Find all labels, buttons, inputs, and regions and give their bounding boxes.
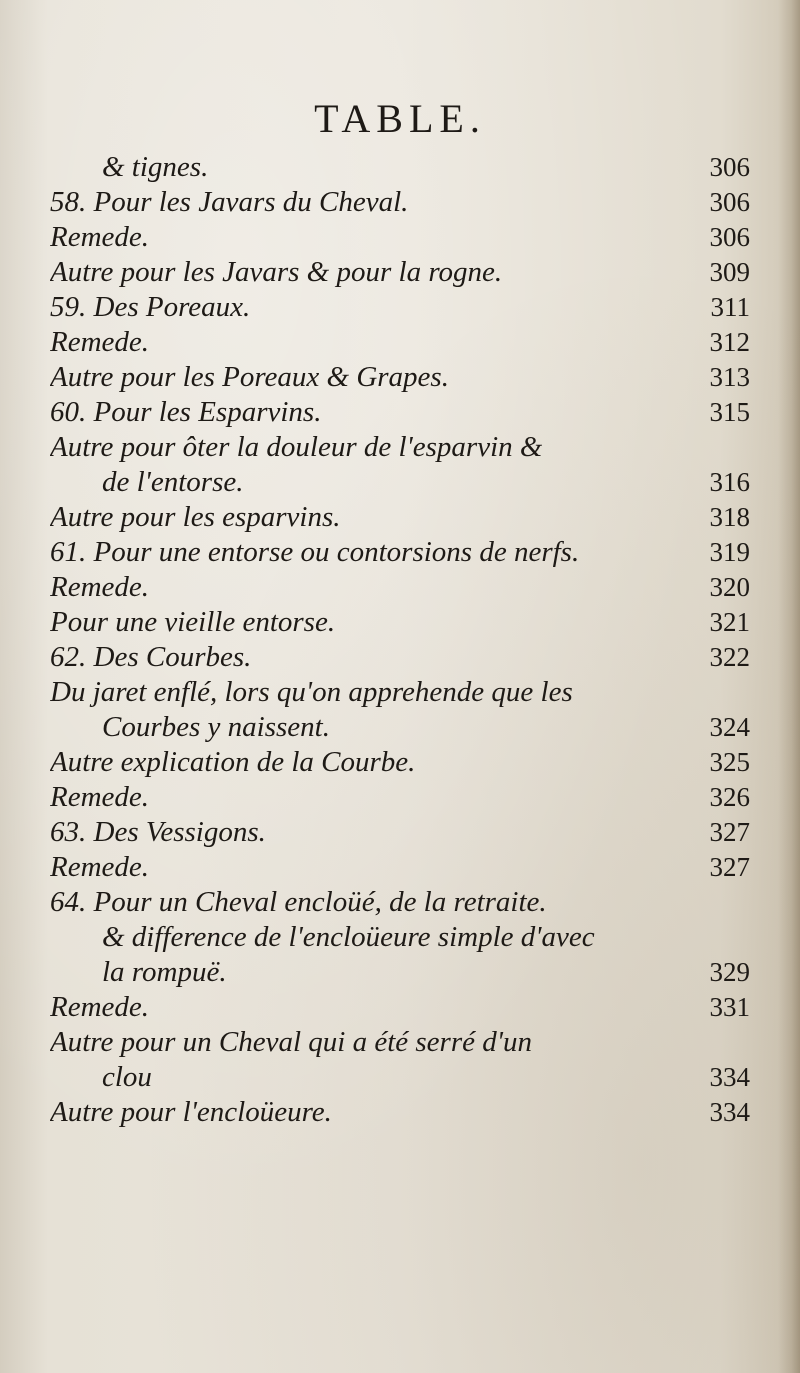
toc-entry <box>50 395 750 430</box>
toc-entry-title: Remede. <box>50 326 150 358</box>
toc-entry <box>50 675 750 710</box>
toc-entry <box>50 430 750 465</box>
toc-entry-title: Du jaret enflé, lors qu'on apprehende que les <box>50 676 573 708</box>
toc-entry-page-number: 320 <box>709 572 750 602</box>
toc-entry-page-number: 306 <box>709 187 750 217</box>
toc-entry-title: de l'entorse. <box>102 466 244 498</box>
toc-entry-title: Autre pour un Cheval qui a été serré d'un <box>50 1026 532 1058</box>
toc-entry-page-number: 327 <box>709 852 750 882</box>
toc-entry-title: Remede. <box>50 991 150 1023</box>
toc-entry-title: Autre pour les Javars & pour la rogne. <box>50 256 503 288</box>
toc-entry-page-number: 329 <box>709 957 750 987</box>
toc-entry-title: 60. Pour les Esparvins. <box>50 396 322 428</box>
toc-entry <box>50 745 750 780</box>
toc-entry-page-number: 326 <box>709 782 750 812</box>
toc-entry-title: Remede. <box>50 851 150 883</box>
toc-entry-title: & tignes. <box>102 151 209 183</box>
toc-entry <box>50 500 750 535</box>
toc-entry-title: Remede. <box>50 781 150 813</box>
toc-entry-title: 63. Des Vessigons. <box>50 816 266 848</box>
toc-entry-title: Autre explication de la Courbe. <box>50 746 416 778</box>
toc-entry <box>50 780 750 815</box>
toc-entry-page-number: 315 <box>709 397 750 427</box>
toc-entry-page-number: 334 <box>709 1097 750 1127</box>
toc-entry-page-number: 334 <box>709 1062 750 1092</box>
toc-entry-title: 64. Pour un Cheval encloüé, de la retraite. <box>50 886 547 918</box>
toc-entry-page-number: 321 <box>709 607 750 637</box>
toc-entry-page-number: 318 <box>709 502 750 532</box>
toc-entry-title: Autre pour l'encloüeure. <box>50 1096 332 1128</box>
toc-entry-title: Courbes y naissent. <box>102 711 330 743</box>
toc-entry <box>50 185 750 220</box>
toc-entry-title: Remede. <box>50 571 150 603</box>
toc-entry-page-number: 324 <box>709 712 750 742</box>
toc-entry-title: Pour une vieille entorse. <box>50 606 336 638</box>
toc-entry-title: Autre pour ôter la douleur de l'esparvin & <box>50 431 543 463</box>
toc-entry <box>50 955 750 990</box>
toc-entry <box>50 815 750 850</box>
toc-entry-page-number: 312 <box>709 327 750 357</box>
toc-entry-page-number: 325 <box>709 747 750 777</box>
toc-entry-page-number: 319 <box>709 537 750 567</box>
toc-entry <box>50 325 750 360</box>
toc-entry <box>50 150 750 185</box>
toc-entry-page-number: 309 <box>709 257 750 287</box>
toc-entry-title: 62. Des Courbes. <box>50 641 252 673</box>
toc-entry-page-number: 322 <box>709 642 750 672</box>
toc-entry <box>50 710 750 745</box>
toc-entry <box>50 360 750 395</box>
toc-entry <box>50 850 750 885</box>
toc-entry <box>50 570 750 605</box>
toc-entry <box>50 640 750 675</box>
toc-entry-page-number: 327 <box>709 817 750 847</box>
toc-entry <box>50 920 750 955</box>
toc-entry <box>50 885 750 920</box>
toc-entry-title: Remede. <box>50 221 150 253</box>
toc-entry <box>50 535 750 570</box>
toc-entry <box>50 990 750 1025</box>
toc-entry <box>50 220 750 255</box>
toc-entry-page-number: 313 <box>709 362 750 392</box>
toc-entry-title: 61. Pour une entorse ou contorsions de nerfs. <box>50 536 580 568</box>
toc-entry <box>50 290 750 325</box>
toc-entry-page-number: 316 <box>709 467 750 497</box>
toc-entry-title: Autre pour les Poreaux & Grapes. <box>50 361 449 393</box>
table-of-contents <box>50 150 750 1130</box>
toc-entry <box>50 1060 750 1095</box>
page-header: TABLE. <box>314 96 486 141</box>
toc-entry <box>50 255 750 290</box>
toc-entry <box>50 1095 750 1130</box>
toc-entry-page-number: 306 <box>709 152 750 182</box>
page-edge-shadow <box>778 0 800 1373</box>
toc-entry <box>50 1025 750 1060</box>
toc-entry-page-number: 331 <box>709 992 750 1022</box>
toc-entry-title: & difference de l'encloüeure simple d'avec <box>102 921 595 953</box>
toc-entry-page-number: 306 <box>709 222 750 252</box>
toc-entry-title: 58. Pour les Javars du Cheval. <box>50 186 409 218</box>
toc-entry-title: la rompuë. <box>102 956 227 988</box>
toc-entry <box>50 605 750 640</box>
toc-entry <box>50 465 750 500</box>
toc-entry-title: Autre pour les esparvins. <box>50 501 341 533</box>
toc-entry-title: clou <box>102 1061 152 1093</box>
toc-entry-title: 59. Des Poreaux. <box>50 291 251 323</box>
toc-entry-page-number: 311 <box>710 292 750 322</box>
